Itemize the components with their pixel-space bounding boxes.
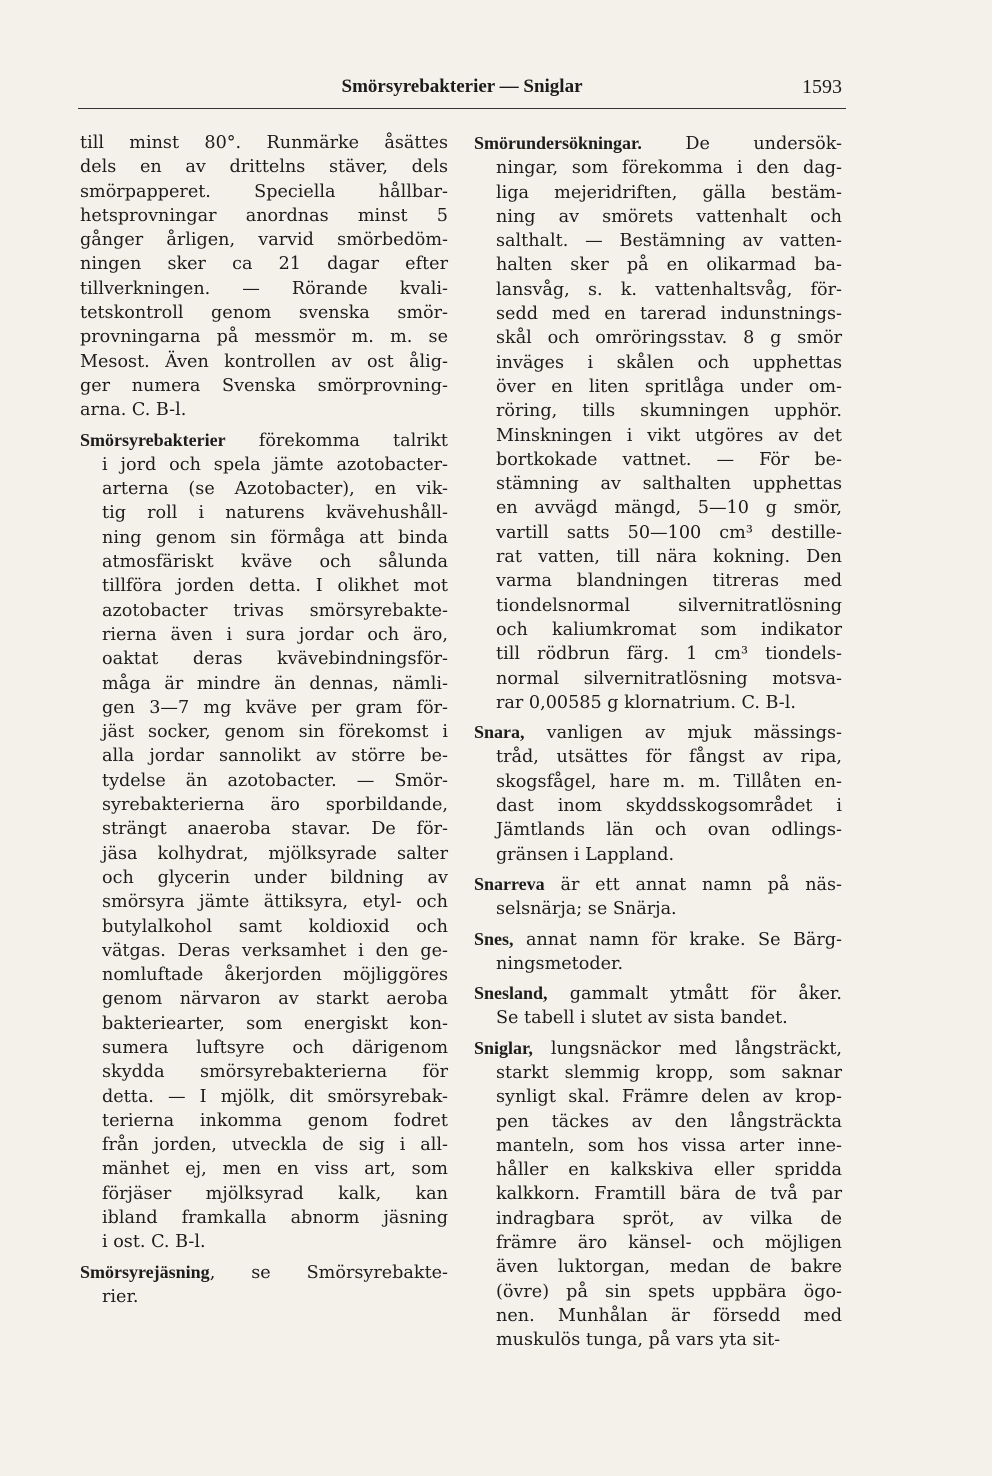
entry-line: en avvägd mängd, 5—10 g smör,: [496, 498, 842, 519]
entry-line: syrebakterierna äro sporbildande,: [102, 795, 448, 816]
dictionary-entry: [474, 927, 842, 977]
dictionary-entry: [474, 1036, 842, 1353]
entry-line: Minskningen i vikt utgöres av det: [496, 425, 842, 446]
entry-line: vartill satts 50—100 cm³ destille-: [496, 522, 842, 543]
continuation-line: smörpapperet. Speciella hållbar-: [80, 181, 448, 202]
dictionary-entry: [80, 1260, 448, 1310]
entry-first-line: [474, 131, 842, 156]
entry-line: indragbara spröt, av vilka de: [496, 1208, 842, 1229]
entry-text: är ett annat namn på näs-: [544, 874, 842, 895]
entry-headword: Snarreva: [474, 873, 545, 894]
continuation-line: dels en av drittelns stäver, dels: [80, 157, 448, 178]
entry-line: lansvåg, s. k. vattenhaltsvåg, för-: [496, 279, 842, 300]
entry-first-line: [80, 1260, 448, 1285]
entry-line: gen 3—7 mg kväve per gram för-: [102, 697, 448, 718]
entry-line: stämning av salthalten upphettas: [496, 474, 842, 495]
continuation-line: gånger årligen, varvid smörbedöm-: [80, 230, 448, 251]
entry-text: förekomma talrikt: [225, 430, 448, 451]
entry-line: tråd, utsättes för fångst av ripa,: [496, 747, 842, 768]
entry-headword: Snara,: [474, 722, 525, 743]
entry-line: i ost. C. B-l.: [102, 1232, 206, 1253]
entry-text: annat namn för krake. Se Bärg-: [513, 929, 842, 950]
entry-line: ning genom sin förmåga att binda: [102, 527, 448, 548]
entry-line: förjäser mjölksyrad kalk, kan: [102, 1183, 448, 1204]
entry-line: och kaliumkromat som indikator: [496, 619, 842, 640]
entry-line: jäsa kolhydrat, mjölksyrade salter: [102, 843, 448, 864]
dictionary-entry: [474, 720, 842, 867]
entry-line: pen täckes av den långsträckta: [496, 1111, 842, 1132]
entry-line: måga är mindre än dennas, nämli-: [102, 673, 448, 694]
entry-line: rierna även i sura jordar och äro,: [102, 624, 448, 645]
entry-first-line: [80, 428, 448, 453]
entry-line: mänhet ej, men en viss art, som: [102, 1159, 448, 1180]
entry-first-line: [474, 720, 842, 745]
entry-line: strängt anaeroba stavar. De för-: [102, 819, 448, 840]
entry-first-line: [474, 1036, 842, 1061]
entry-line: manteln, som hos vissa arter inne-: [496, 1135, 842, 1156]
continuation-line: till minst 80°. Runmärke åsättes: [80, 133, 448, 153]
entry-line: håller en kalkskiva eller spridda: [496, 1160, 842, 1181]
entry-line: från jorden, utveckla de sig i all-: [102, 1135, 448, 1156]
entry-line: varma blandningen titreras med: [496, 571, 842, 592]
entry-line: ibland framkalla abnorm jäsning: [102, 1208, 448, 1229]
entry-line: salthalt. — Bestämning av vatten-: [496, 231, 842, 252]
continuation-line: hetsprovningar anordnas minst 5: [80, 205, 448, 226]
entry-line: röring, tills skumningen upphör.: [496, 401, 842, 422]
running-header: [78, 72, 846, 109]
entry-line: butylalkohol samt koldioxid och: [102, 916, 448, 937]
entry-line: tillföra jorden detta. I olikhet mot: [102, 576, 448, 597]
entry-line: alla jordar sannolikt av större be-: [102, 746, 448, 767]
entry-first-line: [474, 927, 842, 952]
entry-line: ningsmetoder.: [496, 953, 624, 974]
entry-line: muskulös tunga, på vars yta sit-: [496, 1330, 781, 1351]
entry-line: Se tabell i slutet av sista bandet.: [496, 1008, 788, 1029]
entry-headword: Snesland,: [474, 983, 548, 1004]
entry-line: inväges i skålen och upphettas: [496, 352, 842, 373]
continuation-line: arna. C. B-l.: [80, 400, 187, 421]
entry-line: liga mejeridriften, gälla bestäm-: [496, 182, 842, 203]
entry-line: nen. Munhålan är försedd med: [496, 1305, 842, 1326]
entry-line: i jord och spela jämte azotobacter-: [102, 454, 448, 475]
entry-line: normal silvernitratlösning motsva-: [496, 668, 842, 689]
entry-line: ningar, som förekomma i den dag-: [496, 158, 842, 179]
entry-line: nomluftade åkerjorden möjliggöres: [102, 965, 448, 986]
entry-line: vätgas. Deras verksamhet i den ge-: [102, 940, 448, 961]
entry-line: rar 0,00585 g klornatrium. C. B-l.: [496, 692, 796, 713]
entry-line: till rödbrun färg. 1 cm³ tiondels-: [496, 644, 842, 665]
continuation-line: ningen sker ca 21 dagar efter: [80, 254, 448, 275]
right-column: [474, 131, 842, 1358]
entry-line: skydda smörsyrebakterierna för: [102, 1062, 448, 1083]
dictionary-entry: [474, 981, 842, 1031]
entry-line: detta. — I mjölk, dit smörsyrebak-: [102, 1086, 448, 1107]
entry-line: skogsfågel, hare m. m. Tillåten en-: [496, 771, 842, 792]
continued-entry: [80, 131, 448, 423]
page-number: 1593: [802, 76, 842, 98]
continuation-line: provningarna på messmör m. m. se: [80, 327, 448, 348]
entry-line: sedd med en tarerad indunstnings-: [496, 304, 842, 325]
entry-line: gränsen i Lappland.: [496, 844, 675, 865]
entry-line: rat vatten, till nära kokning. Den: [496, 547, 842, 568]
entry-line: skål och omröringsstav. 8 g smör: [496, 328, 842, 349]
entry-line: ning av smörets vattenhalt och: [496, 206, 842, 227]
entry-line: starkt slemmig kropp, som saknar: [496, 1062, 842, 1083]
dictionary-entry: [80, 428, 448, 1255]
entry-line: sumera luftsyre och därigenom: [102, 1037, 448, 1058]
entry-line: dast inom skyddsskogsområdet i: [496, 796, 842, 817]
left-column: [80, 131, 448, 1314]
continuation-line: ger numera Svenska smörprovning-: [80, 375, 448, 396]
entry-line: atmosfäriskt kväve och sålunda: [102, 552, 448, 573]
entry-line: oaktat deras kvävebindningsför-: [102, 649, 448, 670]
entry-line: genom närvaron av starkt aeroba: [102, 989, 448, 1010]
entry-line: bakteriearter, som energiskt kon-: [102, 1013, 448, 1034]
entry-headword: Smörsyrejäsning: [80, 1261, 210, 1282]
continuation-line: Mesost. Även kontrollen av ost ålig-: [80, 351, 448, 372]
entry-first-line: [474, 981, 842, 1006]
entry-text: lungsnäckor med långsträckt,: [532, 1038, 842, 1059]
entry-text: De undersök-: [641, 134, 842, 154]
entry-line: tydelse än azotobacter. — Smör-: [102, 770, 448, 791]
entry-line: jäst socker, genom sin förekomst i: [102, 722, 448, 743]
entry-headword: Smörundersökningar.: [474, 133, 642, 153]
entry-line: azotobacter trivas smörsyrebakte-: [102, 600, 448, 621]
entry-line: synligt skal. Främre delen av krop-: [496, 1087, 842, 1108]
entry-line: (övre) på sin spets uppbära ögo-: [496, 1281, 842, 1302]
entry-line: Jämtlands län och ovan odlings-: [496, 820, 842, 841]
entry-line: selsnärja; se Snärja.: [496, 899, 677, 920]
entry-line: tiondelsnormal silvernitratlösning: [496, 595, 842, 616]
entry-headword: Smörsyrebakterier: [80, 429, 226, 450]
entry-text: gammalt ytmått för åker.: [547, 984, 842, 1005]
entry-line: främre äro känsel- och möjligen: [496, 1233, 842, 1254]
entry-first-line: [474, 872, 842, 897]
dictionary-entry: [474, 872, 842, 922]
entry-text: vanligen av mjuk mässings-: [524, 723, 842, 744]
entry-line: och glycerin under bildning av: [102, 867, 448, 888]
entry-line: terierna inkomma genom fodret: [102, 1110, 448, 1131]
entry-line: kalkkorn. Framtill bära de två par: [496, 1184, 842, 1205]
entry-text: , se Smörsyrebakte-: [209, 1262, 448, 1283]
entry-headword: Sniglar,: [474, 1037, 533, 1058]
entry-line: halten sker på en olikarmad ba-: [496, 255, 842, 276]
entry-line: arterna (se Azotobacter), en vik-: [102, 479, 448, 500]
running-title: Smörsyrebakterier — Sniglar: [341, 76, 583, 97]
entry-line: smörsyra jämte ättiksyra, etyl- och: [102, 892, 448, 913]
entry-line: tig roll i naturens kvävehushåll-: [102, 503, 448, 524]
entry-line: över en liten spritlåga under om-: [496, 376, 842, 397]
continuation-line: tillverkningen. — Rörande kvali-: [80, 278, 448, 299]
entry-line: även luktorgan, medan de bakre: [496, 1257, 842, 1278]
entry-line: rier.: [102, 1286, 139, 1307]
entry-headword: Snes,: [474, 928, 514, 949]
entry-line: bortkokade vattnet. — För be-: [496, 449, 842, 470]
dictionary-entry: [474, 131, 842, 715]
continuation-line: tetskontroll genom svenska smör-: [80, 303, 448, 324]
